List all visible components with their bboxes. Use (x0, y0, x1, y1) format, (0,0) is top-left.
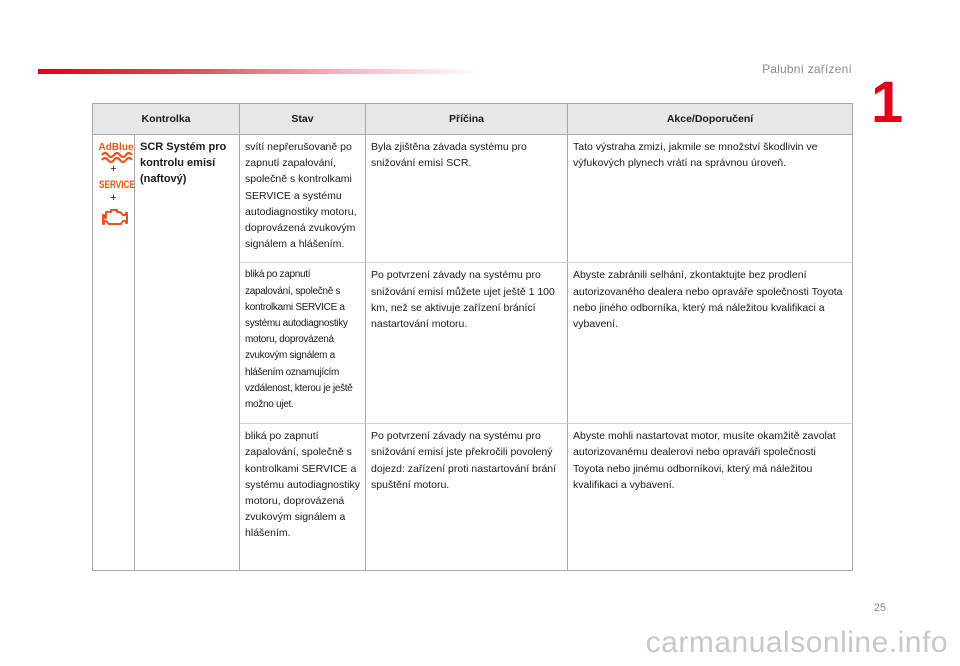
row3-stav: bliká po zapnutí zapalování, společně s kontrolkami SERVICE a systému autodiagnostiky motoru, doprovázená zvukovým signálem a hlášením. (240, 424, 366, 570)
row2-stav: bliká po zapnutí zapalování, společně s kontrolkami SERVICE a systému autodiagnostiky motoru, doprovázená zvukovým signálem a hlášením oznamujícím vzdálenost, kterou je ještě možno ujet. (240, 263, 366, 424)
watermark: carmanualsonline.info (645, 626, 948, 659)
plus-sign: + (110, 163, 117, 175)
chapter-number: 1 (871, 70, 904, 135)
service-icon (98, 176, 136, 192)
warning-lights-table (92, 103, 853, 571)
row3-akce: Abyste mohli nastartovat motor, musíte okamžitě zavolat autorizovanému dealerovi nebo opraváři společnosti Toyota nebo jinému odborníkovi, který má náležitou kvalifikaci a vybavení. (568, 424, 853, 570)
column-header-akce: Akce/Doporučení (568, 104, 853, 135)
indicator-icons-cell (93, 135, 135, 571)
engine-icon (99, 205, 129, 229)
system-name: SCR Systém pro kontrolu emisí (naftový) (135, 135, 240, 571)
section-title: Palubní zařízení (762, 62, 852, 76)
row3-pricina: Po potvrzení závady na systému pro snižování emisí jste překročili povolený dojezd: zařízení proti nastartování brání spuštění motoru. (366, 424, 568, 570)
adblue-icon-label: AdBlue (98, 142, 134, 153)
page-number: 25 (873, 602, 886, 614)
column-header-stav: Stav (240, 104, 366, 135)
header-accent-bar (38, 69, 483, 74)
plus-sign: + (110, 192, 117, 204)
column-header-kontrolka: Kontrolka (93, 104, 240, 135)
row1-akce: Tato výstraha zmizí, jakmile se množství škodlivin ve výfukových plynech vrátí na správnou úroveň. (568, 135, 853, 263)
column-header-pricina: Příčina (366, 104, 568, 135)
table-row (93, 135, 853, 263)
row1-stav: svítí nepřerušovaně po zapnutí zapalování, společně s kontrolkami SERVICE a systému autodiagnostiky motoru, doprovázená zvukovým signálem a hlášením. (240, 135, 366, 263)
row2-pricina: Po potvrzení závady na systému pro snižování emisí můžete ujet ještě 1 100 km, než se aktivuje zařízení bránící nastartování motoru. (366, 263, 568, 424)
adblue-icon (98, 139, 134, 163)
row1-pricina: Byla zjištěna závada systému pro snižování emisí SCR. (366, 135, 568, 263)
service-icon-label: SERVICE (99, 179, 135, 191)
row2-akce: Abyste zabránili selhání, zkontaktujte bez prodlení autorizovaného dealera nebo opraváře společnosti Toyota nebo jiného odborníka, který má náležitou kvalifikaci a vybavení. (568, 263, 853, 424)
table-header-row (93, 104, 853, 135)
